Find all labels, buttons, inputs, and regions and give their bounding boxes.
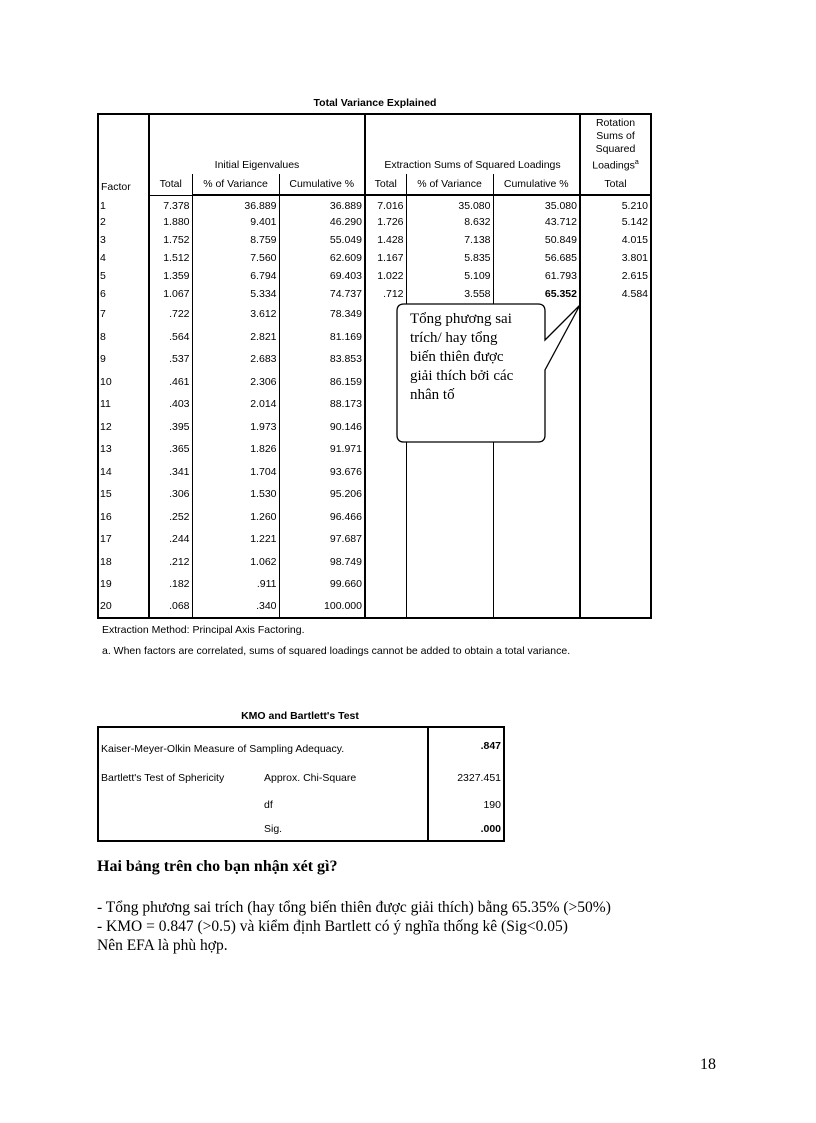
ext-total-cell (365, 551, 406, 574)
init-total-cell: .212 (149, 551, 192, 574)
ext-total-cell (365, 528, 406, 551)
init-pct-cell: 3.612 (192, 303, 279, 326)
rot-total-cell: 4.584 (580, 285, 651, 303)
table-row (98, 573, 651, 596)
init-total-cell: 1.067 (149, 285, 192, 303)
kmo-measure-label: Kaiser-Meyer-Olkin Measure of Sampling Adequacy. (98, 727, 428, 764)
factor-cell: 12 (98, 416, 149, 439)
init-total-cell: 7.378 (149, 195, 192, 213)
init-cum-cell: 99.660 (279, 573, 365, 596)
init-total-cell: .068 (149, 596, 192, 619)
ext-pct-cell: 5.835 (406, 249, 493, 267)
kmo-title: KMO and Bartlett's Test (241, 710, 359, 722)
ext-total-cell (365, 461, 406, 484)
init-total-cell: .403 (149, 393, 192, 416)
ext-cum-cell (493, 528, 580, 551)
ext-cum-cell (493, 551, 580, 574)
init-cum-cell: 46.290 (279, 213, 365, 231)
init-total-cell: .341 (149, 461, 192, 484)
rot-total-cell (580, 303, 651, 326)
callout-line4: giải thích bởi các (410, 368, 514, 384)
factor-cell: 11 (98, 393, 149, 416)
init-pct-cell: 2.821 (192, 326, 279, 349)
factor-cell: 2 (98, 213, 149, 231)
init-total-cell: .564 (149, 326, 192, 349)
init-pct-cell: 8.759 (192, 231, 279, 249)
total-variance-title: Total Variance Explained (313, 97, 437, 109)
ext-pct-cell: 7.138 (406, 231, 493, 249)
ext-pct-cell (406, 596, 493, 619)
init-cum-cell: 74.737 (279, 285, 365, 303)
init-pct-cell: 7.560 (192, 249, 279, 267)
init-total-cell: 1.880 (149, 213, 192, 231)
ext-total-cell: 7.016 (365, 195, 406, 213)
commentary-body (97, 898, 611, 955)
callout-line1: Tổng phương sai (410, 311, 512, 327)
factor-cell: 13 (98, 438, 149, 461)
factor-cell: 5 (98, 267, 149, 285)
rot-total-cell (580, 551, 651, 574)
init-pct-cell: 1.260 (192, 506, 279, 529)
init-cum-cell: 95.206 (279, 483, 365, 506)
table-row (98, 213, 651, 231)
factor-cell: 4 (98, 249, 149, 267)
init-pct-cell: 6.794 (192, 267, 279, 285)
factor-cell: 1 (98, 195, 149, 213)
ext-pct-cell (406, 506, 493, 529)
ext-cum-cell: 35.080 (493, 195, 580, 213)
init-cum-cell: 97.687 (279, 528, 365, 551)
init-pct-cell: 1.826 (192, 438, 279, 461)
rot-total-cell (580, 573, 651, 596)
table-row (98, 231, 651, 249)
ext-cum-cell (493, 596, 580, 619)
rot-total-cell: 4.015 (580, 231, 651, 249)
table-row (98, 249, 651, 267)
commentary-line1: - Tổng phương sai trích (hay tổng biến thiên được giải thích) bằng 65.35% (>50%) (97, 899, 611, 916)
ext-pct-cell: 3.558 (406, 285, 493, 303)
init-cum-cell: 78.349 (279, 303, 365, 326)
ext-pct-cell: 5.109 (406, 267, 493, 285)
init-cum-cell: 69.403 (279, 267, 365, 285)
sig-label: Sig. (262, 818, 428, 841)
rot-total-cell (580, 326, 651, 349)
sig-value: .000 (428, 818, 504, 841)
init-cum-cell: 81.169 (279, 326, 365, 349)
factor-cell: 18 (98, 551, 149, 574)
init-pct-cell: 2.014 (192, 393, 279, 416)
init-cum-cell: 93.676 (279, 461, 365, 484)
ext-cum-header: Cumulative % (493, 174, 580, 195)
init-cum-header: Cumulative % (279, 174, 365, 195)
kmo-measure-value: .847 (428, 727, 504, 764)
ext-pct-cell (406, 461, 493, 484)
chi-square-value: 2327.451 (428, 764, 504, 791)
rot-total-cell: 5.210 (580, 195, 651, 213)
ext-total-cell: 1.428 (365, 231, 406, 249)
init-pct-cell: 2.683 (192, 348, 279, 371)
init-total-cell: .537 (149, 348, 192, 371)
ext-total-cell: 1.726 (365, 213, 406, 231)
rot-total-cell (580, 596, 651, 619)
rot-total-cell (580, 416, 651, 439)
rot-total-cell (580, 528, 651, 551)
factor-cell: 20 (98, 596, 149, 619)
factor-cell: 19 (98, 573, 149, 596)
ext-total-cell (365, 596, 406, 619)
rotation-footnote-mark: a (634, 158, 639, 166)
init-pct-header: % of Variance (192, 174, 279, 195)
ext-pct-cell (406, 573, 493, 596)
commentary-line2: - KMO = 0.847 (>0.5) và kiểm định Bartlett có ý nghĩa thống kê (Sig<0.05) (97, 918, 568, 935)
rotation-line1: Rotation (595, 116, 636, 129)
initial-eigenvalues-header: Initial Eigenvalues (149, 114, 365, 174)
factor-cell: 7 (98, 303, 149, 326)
init-cum-cell: 55.049 (279, 231, 365, 249)
bartlett-label: Bartlett's Test of Sphericity (98, 764, 262, 791)
callout-line2: trích/ hay tổng (410, 330, 498, 346)
init-pct-cell: 2.306 (192, 371, 279, 394)
rot-total-cell (580, 371, 651, 394)
init-pct-cell: 1.530 (192, 483, 279, 506)
ext-pct-cell (406, 551, 493, 574)
ext-cum-cell: 61.793 (493, 267, 580, 285)
rot-total-header: Total (580, 174, 651, 195)
rotation-sums-header (580, 114, 651, 174)
factor-cell: 17 (98, 528, 149, 551)
ext-cum-cell: 50.849 (493, 231, 580, 249)
init-total-cell: 1.512 (149, 249, 192, 267)
page-number: 18 (700, 1056, 716, 1073)
ext-total-cell (365, 506, 406, 529)
rot-total-cell (580, 483, 651, 506)
ext-cum-cell: 65.352 (493, 285, 580, 303)
table-row (98, 596, 651, 619)
df-value: 190 (428, 791, 504, 818)
rot-total-cell (580, 461, 651, 484)
init-pct-cell: 1.062 (192, 551, 279, 574)
callout-line5: nhân tố (410, 387, 455, 403)
table-row (98, 267, 651, 285)
init-total-cell: .461 (149, 371, 192, 394)
init-total-cell: .722 (149, 303, 192, 326)
ext-pct-cell (406, 483, 493, 506)
ext-cum-cell (493, 506, 580, 529)
init-cum-cell: 62.609 (279, 249, 365, 267)
init-pct-cell: 9.401 (192, 213, 279, 231)
init-cum-cell: 100.000 (279, 596, 365, 619)
table-row (98, 195, 651, 213)
ext-pct-header: % of Variance (406, 174, 493, 195)
factor-cell: 6 (98, 285, 149, 303)
init-cum-cell: 91.971 (279, 438, 365, 461)
init-total-header: Total (149, 174, 192, 195)
callout-line3: biến thiên được (410, 349, 504, 365)
chi-square-label: Approx. Chi-Square (262, 764, 428, 791)
rot-total-cell (580, 393, 651, 416)
factor-cell: 15 (98, 483, 149, 506)
rot-total-cell: 5.142 (580, 213, 651, 231)
init-total-cell: .306 (149, 483, 192, 506)
ext-cum-cell (493, 461, 580, 484)
ext-total-cell (365, 573, 406, 596)
ext-total-cell (365, 483, 406, 506)
init-total-cell: .252 (149, 506, 192, 529)
factor-cell: 8 (98, 326, 149, 349)
table-row (98, 528, 651, 551)
init-cum-cell: 88.173 (279, 393, 365, 416)
init-pct-cell: .340 (192, 596, 279, 619)
rot-total-cell: 3.801 (580, 249, 651, 267)
init-pct-cell: 36.889 (192, 195, 279, 213)
commentary-line3: Nên EFA là phù hợp. (97, 937, 228, 954)
init-total-cell: .365 (149, 438, 192, 461)
init-cum-cell: 86.159 (279, 371, 365, 394)
kmo-table (97, 726, 505, 842)
init-total-cell: .182 (149, 573, 192, 596)
table-row (98, 506, 651, 529)
ext-total-cell: 1.022 (365, 267, 406, 285)
factor-cell: 9 (98, 348, 149, 371)
init-pct-cell: 1.221 (192, 528, 279, 551)
rot-total-cell: 2.615 (580, 267, 651, 285)
factor-cell: 3 (98, 231, 149, 249)
ext-cum-cell: 43.712 (493, 213, 580, 231)
init-pct-cell: .911 (192, 573, 279, 596)
init-cum-cell: 83.853 (279, 348, 365, 371)
ext-total-cell: .712 (365, 285, 406, 303)
init-total-cell: 1.752 (149, 231, 192, 249)
factor-cell: 14 (98, 461, 149, 484)
ext-total-header: Total (365, 174, 406, 195)
factor-cell: 16 (98, 506, 149, 529)
init-cum-cell: 90.146 (279, 416, 365, 439)
rot-total-cell (580, 348, 651, 371)
rotation-line4: Loadings (592, 159, 635, 171)
table-row (98, 461, 651, 484)
init-cum-cell: 36.889 (279, 195, 365, 213)
ext-cum-cell (493, 483, 580, 506)
rotation-line2: Sums of (596, 129, 635, 142)
init-cum-cell: 98.749 (279, 551, 365, 574)
ext-pct-cell (406, 528, 493, 551)
ext-total-cell: 1.167 (365, 249, 406, 267)
ext-cum-cell (493, 573, 580, 596)
extraction-method-note: Extraction Method: Principal Axis Factoring. (102, 624, 305, 636)
correlated-factors-footnote: a. When factors are correlated, sums of squared loadings cannot be added to obtain a total variance. (102, 645, 571, 657)
table-row (98, 483, 651, 506)
commentary-question: Hai bảng trên cho bạn nhận xét gì? (97, 858, 338, 875)
factor-header: Factor (98, 114, 149, 195)
extraction-sums-header: Extraction Sums of Squared Loadings (365, 114, 580, 174)
init-total-cell: .244 (149, 528, 192, 551)
callout-text (410, 310, 550, 405)
rotation-line3: Squared (595, 142, 636, 155)
init-cum-cell: 96.466 (279, 506, 365, 529)
init-total-cell: 1.359 (149, 267, 192, 285)
ext-pct-cell: 35.080 (406, 195, 493, 213)
init-pct-cell: 1.704 (192, 461, 279, 484)
rot-total-cell (580, 438, 651, 461)
init-pct-cell: 5.334 (192, 285, 279, 303)
table-row (98, 551, 651, 574)
rot-total-cell (580, 506, 651, 529)
df-label: df (262, 791, 428, 818)
ext-cum-cell: 56.685 (493, 249, 580, 267)
ext-pct-cell: 8.632 (406, 213, 493, 231)
init-total-cell: .395 (149, 416, 192, 439)
init-pct-cell: 1.973 (192, 416, 279, 439)
factor-cell: 10 (98, 371, 149, 394)
